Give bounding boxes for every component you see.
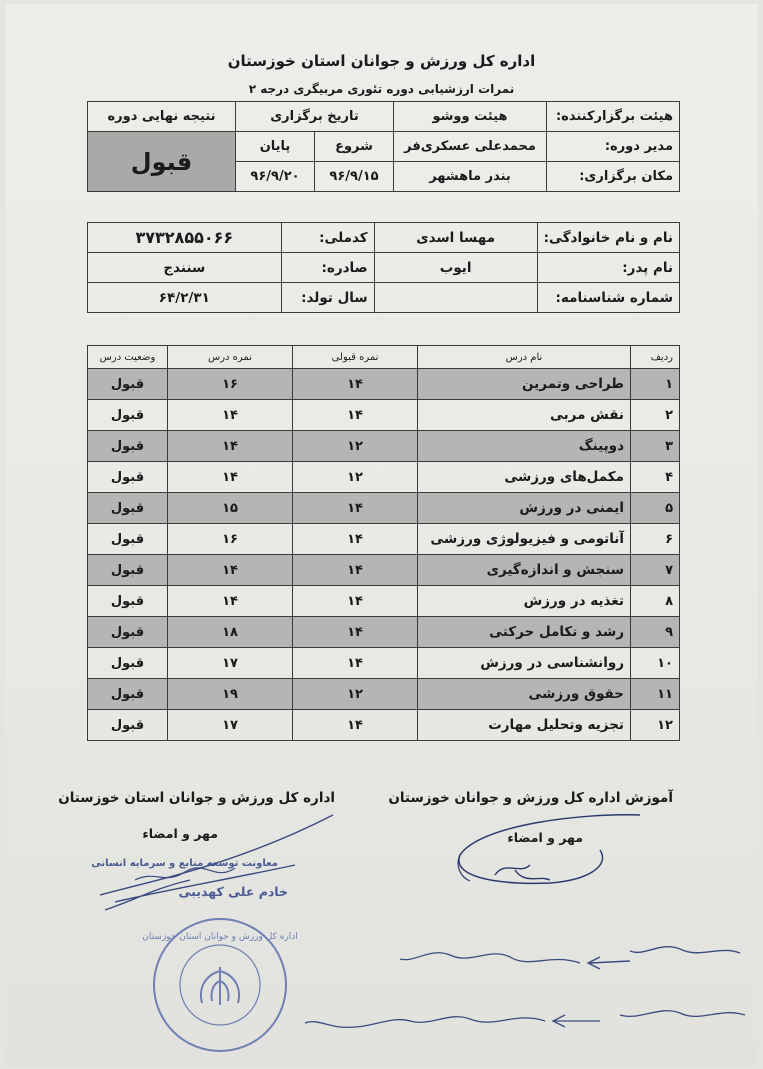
- pass-grade: ۱۲: [293, 679, 418, 710]
- course-grade: ۱۹: [168, 679, 293, 710]
- birth-label: سال تولد:: [281, 283, 374, 313]
- start-date: ۹۶/۹/۱۵: [315, 162, 394, 192]
- grade-row: [88, 524, 680, 555]
- course-name: نقش مربی: [418, 400, 631, 431]
- handwritten-notes: [300, 935, 755, 1045]
- course-status: قبول: [88, 679, 168, 710]
- pass-grade: ۱۴: [293, 648, 418, 679]
- organizer-value: هیئت ووشو: [394, 102, 547, 132]
- course-name: طراحی وتمرین: [418, 369, 631, 400]
- row-number: ۲: [631, 400, 680, 431]
- pass-grade: ۱۴: [293, 524, 418, 555]
- course-grade: ۱۴: [168, 555, 293, 586]
- course-name: رشد و تکامل حرکتی: [418, 617, 631, 648]
- course-status: قبول: [88, 555, 168, 586]
- grade-row: [88, 679, 680, 710]
- round-stamp-text: اداره کل ورزش و جوانان استان خوزستان: [142, 932, 298, 942]
- course-grade: ۱۴: [168, 431, 293, 462]
- grades-body: [88, 369, 680, 741]
- grade-row: [88, 431, 680, 462]
- national-id-value: ۳۷۳۲۸۵۵۰۶۶: [88, 223, 282, 253]
- document-org-title: اداره کل ورزش و جوانان استان خوزستان: [227, 52, 536, 70]
- course-grade: ۱۷: [168, 648, 293, 679]
- round-stamp: [142, 915, 298, 1055]
- start-label: شروع: [315, 132, 394, 162]
- course-name: تغذیه در ورزش: [418, 586, 631, 617]
- course-info-table: [87, 101, 680, 192]
- pass-grade: ۱۴: [293, 400, 418, 431]
- col-grade: نمره درس: [168, 346, 293, 369]
- row-number: ۸: [631, 586, 680, 617]
- course-grade: ۱۴: [168, 586, 293, 617]
- pass-grade: ۱۴: [293, 586, 418, 617]
- row-number: ۱۱: [631, 679, 680, 710]
- row-number: ۳: [631, 431, 680, 462]
- organizer-label: هیئت برگزارکننده:: [547, 102, 680, 132]
- final-result-value: قبول: [88, 132, 236, 192]
- course-status: قبول: [88, 462, 168, 493]
- left-stamp-line1: معاونت توسعه منابع و سرمایه انسانی: [91, 858, 278, 869]
- row-number: ۹: [631, 617, 680, 648]
- place-value: بندر ماهشهر: [394, 162, 547, 192]
- pass-grade: ۱۴: [293, 617, 418, 648]
- grade-row: [88, 617, 680, 648]
- course-status: قبول: [88, 648, 168, 679]
- course-status: قبول: [88, 431, 168, 462]
- name-label: نام و نام خانوادگی:: [537, 223, 679, 253]
- place-label: مکان برگزاری:: [547, 162, 680, 192]
- id-number-value: [374, 283, 537, 313]
- course-grade: ۱۴: [168, 462, 293, 493]
- course-name: مکمل‌های ورزشی: [418, 462, 631, 493]
- row-number: ۵: [631, 493, 680, 524]
- row-number: ۱۰: [631, 648, 680, 679]
- director-value: محمدعلی عسکری‌فر: [394, 132, 547, 162]
- grade-row: [88, 586, 680, 617]
- row-number: ۱۲: [631, 710, 680, 741]
- grade-row: [88, 400, 680, 431]
- right-seal-caption: مهر و امضاء: [507, 830, 583, 845]
- end-label: پایان: [236, 132, 315, 162]
- course-grade: ۱۸: [168, 617, 293, 648]
- father-label: نام پدر:: [537, 253, 679, 283]
- grade-row: [88, 493, 680, 524]
- right-org-caption: آموزش اداره کل ورزش و جوانان خوزستان: [388, 790, 673, 806]
- course-status: قبول: [88, 617, 168, 648]
- course-name: تجزیه وتحلیل مهارت: [418, 710, 631, 741]
- grade-row: [88, 555, 680, 586]
- row-number: ۷: [631, 555, 680, 586]
- course-grade: ۱۴: [168, 400, 293, 431]
- name-value: مهسا اسدی: [374, 223, 537, 253]
- course-name: آناتومی و فیزیولوژی ورزشی: [418, 524, 631, 555]
- document-subtitle: نمرات ارزشیابی دوره تئوری مربیگری درجه ۲: [248, 82, 515, 96]
- row-number: ۴: [631, 462, 680, 493]
- grades-table: [87, 345, 680, 741]
- right-signature-scribble: [440, 805, 660, 915]
- course-name: حقوق ورزشی: [418, 679, 631, 710]
- course-name: روانشناسی در ورزش: [418, 648, 631, 679]
- grade-row: [88, 462, 680, 493]
- pass-grade: ۱۴: [293, 710, 418, 741]
- grade-row: [88, 648, 680, 679]
- course-grade: ۱۶: [168, 524, 293, 555]
- national-id-label: کدملی:: [281, 223, 374, 253]
- father-value: ایوب: [374, 253, 537, 283]
- course-grade: ۱۶: [168, 369, 293, 400]
- course-status: قبول: [88, 493, 168, 524]
- col-status: وضعیت درس: [88, 346, 168, 369]
- end-date: ۹۶/۹/۲۰: [236, 162, 315, 192]
- course-status: قبول: [88, 369, 168, 400]
- pass-grade: ۱۲: [293, 462, 418, 493]
- left-org-caption: اداره کل ورزش و جوانان استان خوزستان: [58, 790, 335, 806]
- col-course: نام درس: [418, 346, 631, 369]
- person-info-table: [87, 222, 680, 313]
- date-label: تاریخ برگزاری: [236, 102, 394, 132]
- left-seal-caption: مهر و امضاء: [142, 826, 218, 841]
- issued-value: سنندج: [88, 253, 282, 283]
- course-status: قبول: [88, 710, 168, 741]
- pass-grade: ۱۴: [293, 555, 418, 586]
- col-pass-grade: نمره قبولی: [293, 346, 418, 369]
- left-stamp-line2: خادم علی کهدیبی: [178, 884, 288, 899]
- col-row: ردیف: [631, 346, 680, 369]
- course-grade: ۱۷: [168, 710, 293, 741]
- course-name: سنجش و اندازه‌گیری: [418, 555, 631, 586]
- course-status: قبول: [88, 586, 168, 617]
- left-signature-scribble: [95, 810, 345, 920]
- row-number: ۶: [631, 524, 680, 555]
- id-number-label: شماره شناسنامه:: [537, 283, 679, 313]
- row-number: ۱: [631, 369, 680, 400]
- grade-row: [88, 369, 680, 400]
- pass-grade: ۱۲: [293, 431, 418, 462]
- grade-row: [88, 710, 680, 741]
- birth-value: ۶۴/۲/۳۱: [88, 283, 282, 313]
- course-status: قبول: [88, 400, 168, 431]
- pass-grade: ۱۴: [293, 369, 418, 400]
- pass-grade: ۱۴: [293, 493, 418, 524]
- course-grade: ۱۵: [168, 493, 293, 524]
- course-name: دوپینگ: [418, 431, 631, 462]
- course-status: قبول: [88, 524, 168, 555]
- course-name: ایمنی در ورزش: [418, 493, 631, 524]
- result-label: نتیجه نهایی دوره: [88, 102, 236, 132]
- issued-label: صادره:: [281, 253, 374, 283]
- director-label: مدیر دوره:: [547, 132, 680, 162]
